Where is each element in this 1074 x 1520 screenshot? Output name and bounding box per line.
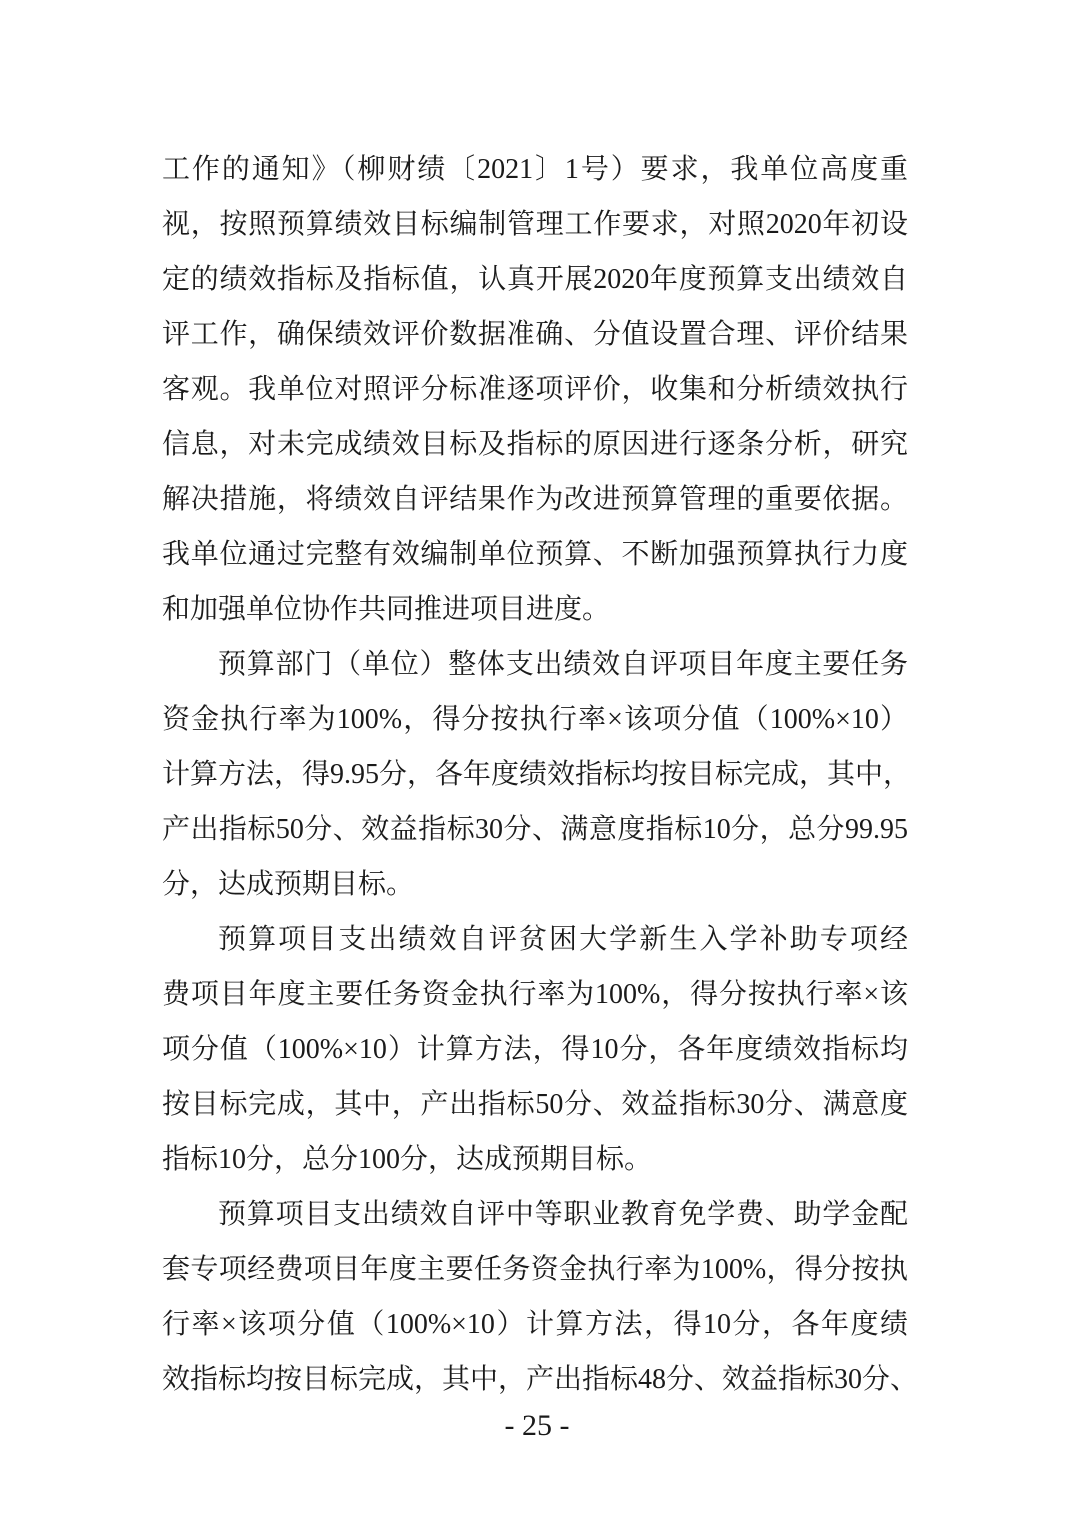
text-line: 信息，对未完成绩效目标及指标的原因进行逐条分析，研究 [162, 429, 908, 460]
text-line: 费项目年度主要任务资金执行率为100%，得分按执行率×该 [162, 979, 908, 1010]
text-line: 分，达成预期目标。 [162, 869, 415, 900]
text-line: 视，按照预算绩效目标编制管理工作要求，对照2020年初设 [162, 209, 908, 240]
text-line: 按目标完成，其中，产出指标50分、效益指标30分、满意度 [162, 1089, 908, 1120]
page-number: - 25 - [504, 1409, 570, 1442]
text-line: 产出指标50分、效益指标30分、满意度指标10分，总分99.95 [162, 814, 908, 845]
text-line: 预算项目支出绩效自评中等职业教育免学费、助学金配 [218, 1199, 908, 1230]
text-line: 评工作，确保绩效评价数据准确、分值设置合理、评价结果 [162, 319, 908, 350]
text-line: 效指标均按目标完成，其中，产出指标48分、效益指标30分、 [162, 1364, 919, 1395]
text-line: 预算部门（单位）整体支出绩效自评项目年度主要任务 [218, 649, 908, 680]
body-text [162, 142, 919, 1407]
text-line: 定的绩效指标及指标值，认真开展2020年度预算支出绩效自 [162, 264, 908, 295]
text-line: 和加强单位协作共同推进项目进度。 [162, 594, 611, 625]
text-line: 资金执行率为100%，得分按执行率×该项分值（100%×10） [162, 704, 908, 735]
text-line: 客观。我单位对照评分标准逐项评价，收集和分析绩效执行 [162, 374, 908, 405]
text-line: 套专项经费项目年度主要任务资金执行率为100%，得分按执 [162, 1254, 908, 1285]
text-line: 行率×该项分值（100%×10）计算方法，得10分，各年度绩 [162, 1309, 908, 1340]
text-line: 指标10分，总分100分，达成预期目标。 [162, 1144, 653, 1175]
text-line: 我单位通过完整有效编制单位预算、不断加强预算执行力度 [162, 539, 908, 570]
text-line: 计算方法，得9.95分，各年度绩效指标均按目标完成，其中， [162, 759, 912, 790]
text-line: 工作的通知》（柳财绩〔2021〕1号）要求，我单位高度重 [162, 154, 908, 185]
text-line: 预算项目支出绩效自评贫困大学新生入学补助专项经 [218, 924, 908, 955]
text-line: 项分值（100%×10）计算方法，得10分，各年度绩效指标均 [162, 1034, 908, 1065]
text-line: 解决措施，将绩效自评结果作为改进预算管理的重要依据。 [162, 484, 908, 515]
